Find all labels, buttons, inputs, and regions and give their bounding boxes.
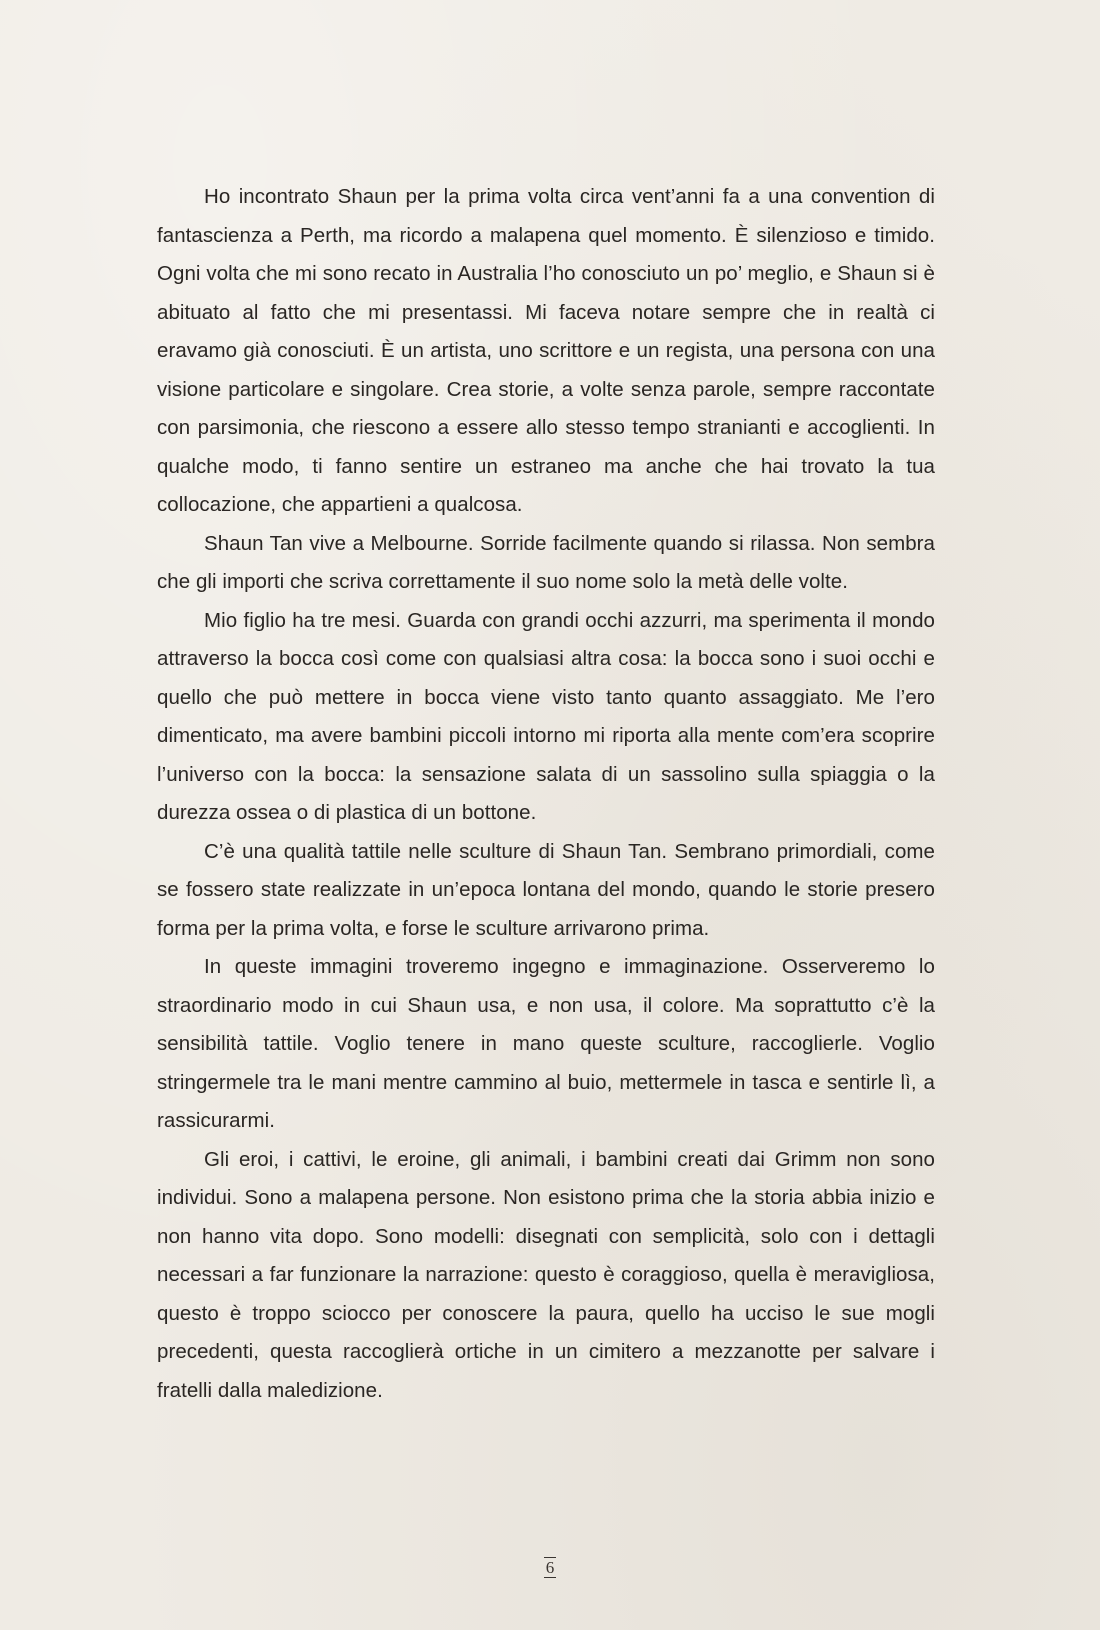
- page-number-label: 6: [545, 1558, 555, 1577]
- page-number: [0, 1557, 1100, 1578]
- paragraph-6: Gli eroi, i cattivi, le eroine, gli animali, i bambini creati dai Grimm non sono individui. Sono a malapena persone. Non esistono prima che la storia abbia inizio e non hanno vita dopo. Sono modelli: disegnati con semplicità, solo con i dettagli necessari a far funzionare la narrazione: questo è coraggioso, quella è meravigliosa, questo è troppo sciocco per conoscere la paura, quello ha ucciso le sue mogli precedenti, questa raccoglierà ortiche in un cimitero a mezzanotte per salvare i fratelli dalla maledizione.: [157, 1147, 935, 1402]
- paragraph-3: Mio figlio ha tre mesi. Guarda con grandi occhi azzurri, ma sperimenta il mondo attraverso la bocca così come con qualsiasi altra cosa: la bocca sono i suoi occhi e quello che può mettere in bocca viene visto tanto quanto assaggiato. Me l’ero dimenticato, ma avere bambini piccoli intorno mi riporta alla mente com’era scoprire l’universo con la bocca: la sensazione salata di un sassolino sulla spiaggia o la durezza ossea o di plastica di un bottone.: [157, 608, 935, 824]
- paragraph-5: In queste immagini troveremo ingegno e immaginazione. Osserveremo lo straordinario modo in cui Shaun usa, e non usa, il colore. Ma soprattutto c’è la sensibilità tattile. Voglio tenere in mano queste sculture, raccoglierle. Voglio stringermele tra le mani mentre cammino al buio, mettermele in tasca e sentirle lì, a rassicurarmi.: [157, 955, 935, 1132]
- body-text: [157, 178, 935, 1410]
- paragraph-1: Ho incontrato Shaun per la prima volta circa vent’anni fa a una convention di fantascienza a Perth, ma ricordo a malapena quel momento. È silenzioso e timido. Ogni volta che mi sono recato in Australia l’ho conosciuto un po’ meglio, e Shaun si è abituato al fatto che mi presentassi. Mi faceva notare sempre che in realtà ci eravamo già conosciuti. È un artista, uno scrittore e un regista, una persona con una visione particolare e singolare. Crea storie, a volte senza parole, sempre raccontate con parsimonia, che riescono a essere allo stesso tempo stranianti e accoglienti. In qualche modo, ti fanno sentire un estraneo ma anche che hai trovato la tua collocazione, che appartieni a qualcosa.: [157, 185, 935, 516]
- paragraph-4: C’è una qualità tattile nelle sculture di Shaun Tan. Sembrano primordiali, come se fossero state realizzate in un’epoca lontana del mondo, quando le storie presero forma per la prima volta, e forse le sculture arrivarono prima.: [157, 839, 935, 940]
- paragraph-2: Shaun Tan vive a Melbourne. Sorride facilmente quando si rilassa. Non sembra che gli importi che scriva correttamente il suo nome solo la metà delle volte.: [157, 531, 935, 593]
